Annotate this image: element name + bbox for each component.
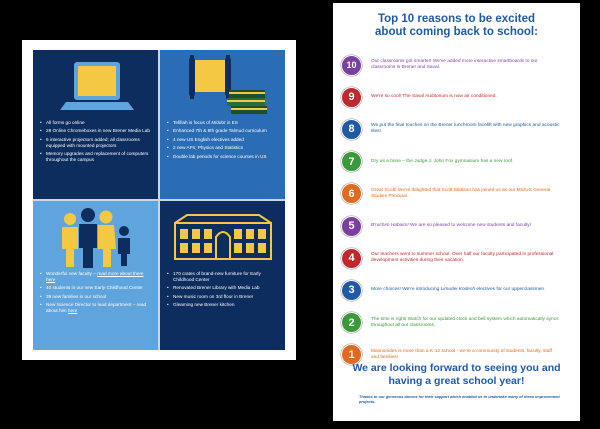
- left-flyer: [22, 40, 296, 360]
- panel-facilities: [160, 201, 285, 350]
- page-title: Top 10 reasons to be excited about coming back to school:: [375, 13, 538, 38]
- reason-item: [341, 178, 575, 210]
- reason-text: Our classrooms got smarter! We've added more interactive smartboards to our classrooms in Brener and Saval.: [371, 59, 538, 71]
- reason-item: [341, 242, 575, 274]
- list-item: • New Science Director to lead department – read about him here: [40, 302, 151, 314]
- panel-community: [33, 201, 158, 350]
- list-item: • Renovated Brener Library with Media Lab: [167, 285, 278, 291]
- panel-academics: [160, 50, 285, 199]
- list-item: • 28 Online Chromeboxes in new Brener Media Lab: [40, 128, 151, 134]
- donor-thanks: Thanks to our generous donors for their support which enabled us to undertake many of these improvement projects.: [359, 394, 560, 404]
- list-item: • 40 students in our new Early Childhood Center: [40, 285, 151, 291]
- list-item: • Gleaming new Brener kitchen: [167, 302, 278, 308]
- reason-item: [341, 210, 575, 242]
- list-item: • Enhanced 7th & 8th grade Talmud curriculum: [167, 128, 278, 134]
- reason-item: [341, 307, 575, 339]
- list-item: • 6 interactive projectors added; all classrooms equipped with mounted projectors: [40, 137, 151, 149]
- list-item: • 2 new APs; Physics and Statistics: [167, 145, 278, 151]
- academics-list: [167, 120, 278, 159]
- number-badge: 3: [341, 280, 362, 301]
- number-badge: 9: [341, 87, 362, 108]
- read-more-link[interactable]: read more about them here: [46, 271, 144, 282]
- number-badge: 2: [341, 312, 362, 333]
- list-item: • Double lab periods for science courses in US: [167, 154, 278, 160]
- list-item: • Memory upgrades and replacement of computers throughout the campus: [40, 151, 151, 163]
- reason-text: The time is right! Watch for our updated clock and bell system which automatically syncs throughout all our classrooms.: [371, 316, 559, 328]
- list-item: • 4 new US English electives added: [167, 137, 278, 143]
- reason-text: Great Scott! We're delighted that Scott Mattson has joined us as our MS/US General Studies Principal.: [371, 187, 551, 199]
- list-item: • Wonderful new faculty – read more about them here: [40, 271, 151, 283]
- list-item: • Tefillah is focus of Middot in ES: [167, 120, 278, 126]
- list-item: • 170 crates of brand-new furniture for Early Childhood Center: [167, 271, 278, 283]
- number-badge: 7: [341, 151, 362, 172]
- reasons-list: [341, 49, 575, 371]
- right-flyer: [333, 3, 580, 421]
- technology-list: [40, 120, 151, 163]
- reason-item: [341, 274, 575, 306]
- here-link[interactable]: here: [67, 307, 78, 313]
- reason-item: [341, 49, 575, 81]
- number-badge: 8: [341, 119, 362, 140]
- highlights-grid: [33, 50, 285, 350]
- torah-books-icon: [167, 54, 278, 120]
- panel-technology: [33, 50, 158, 199]
- reason-item: [341, 113, 575, 145]
- number-badge: 1: [341, 344, 362, 365]
- building-icon: [167, 205, 278, 271]
- reason-text: Dry as a bone – the Judge J. John Fox gymnasium has a new roof.: [371, 158, 514, 164]
- reason-text: Our teachers went to summer school. Over half our faculty participated in professional development activities during their vacation.: [371, 252, 554, 264]
- reason-text: We're so cool! The Saval Auditorium is now air conditioned.: [371, 94, 497, 100]
- reason-item: [341, 146, 575, 178]
- list-item: • All forms go online: [40, 120, 151, 126]
- family-icon: [40, 205, 151, 271]
- laptop-icon: [40, 54, 151, 120]
- community-list: [40, 271, 151, 314]
- facilities-list: [167, 271, 278, 308]
- reason-text: More choices! We're introducing Limudei Kodesh electives for our upperclassmen.: [371, 287, 546, 293]
- list-item: • 39 new families in our school: [40, 294, 151, 300]
- number-badge: 6: [341, 183, 362, 204]
- closing-message: We are looking forward to seeing you and having a great school year!: [352, 362, 561, 387]
- reason-text: Maimonides is more than a K-12 school - we're a community of students, faculty, staff and families!: [371, 348, 552, 360]
- reason-item: [341, 81, 575, 113]
- list-item: • New music room on 3rd floor in Brener: [167, 294, 278, 300]
- reason-text: We put the final touches on the Brener lunchroom facelift with new graphics and acoustic tiles!: [371, 123, 560, 135]
- number-badge: 10: [341, 55, 362, 76]
- reason-text: B'ruchim Habaim! We are so pleased to welcome new students and faculty!: [371, 223, 532, 229]
- number-badge: 5: [341, 216, 362, 237]
- number-badge: 4: [341, 248, 362, 269]
